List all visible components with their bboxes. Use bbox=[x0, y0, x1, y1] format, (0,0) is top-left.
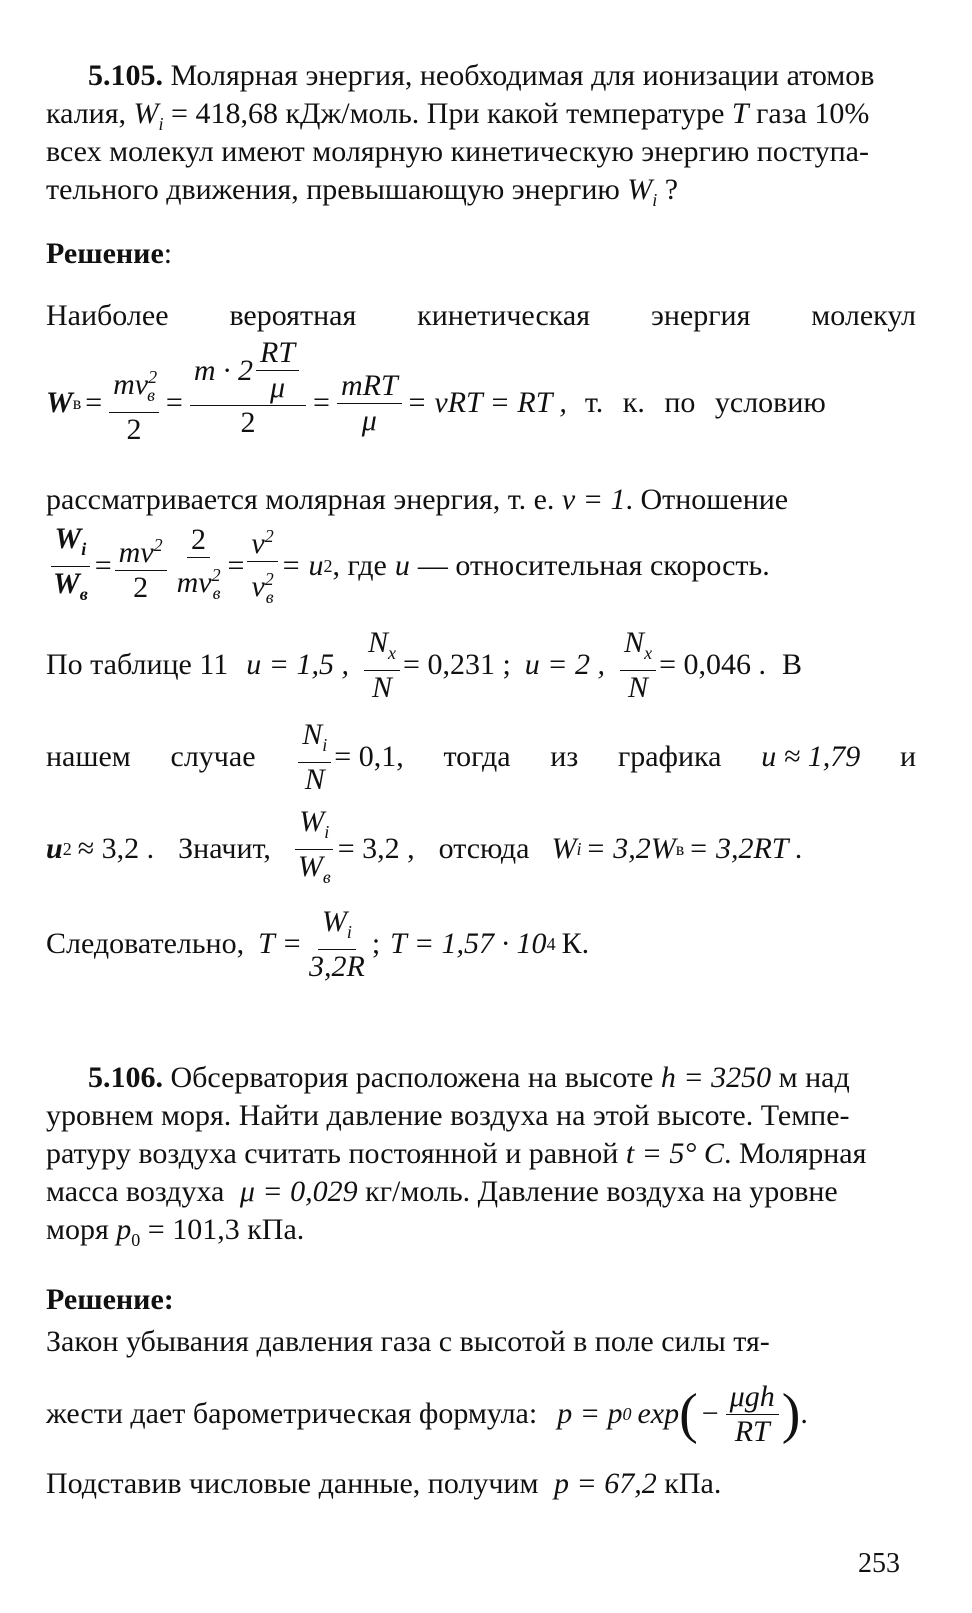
problem-number: 5.105. bbox=[88, 59, 163, 92]
solution-ratio-line: u 2 ≈ 3,2 . Значит, $\frac{W_i}{W_в}$ = 3,2 , отсюда W i = 3,2W в = 3,2RT . bbox=[46, 806, 803, 892]
fraction: $\frac{mv^2}{2}$ bbox=[115, 528, 167, 605]
fraction: $\frac{\text{mRT}}{\mu}$ bbox=[337, 369, 402, 438]
fraction: $\frac{v^2}{v^2_в}$ bbox=[247, 519, 277, 614]
problem-5-106-line-5: моря $p_0 = 101,3$ кПа. bbox=[46, 1213, 305, 1250]
problem-5-106-line-1: 5.106. Обсерватория расположена на высоте h = 3250 м над bbox=[88, 1061, 850, 1094]
fraction: $\frac{\text{μgh}}{RT}$ bbox=[726, 1380, 779, 1449]
fraction: $\frac{N_i}{N}$ bbox=[298, 718, 331, 797]
equation-most-probable-energy: W в = $\frac{mv^2_в}{2}$ = m · 2 $\frac{RT}{\mu}$ 2 = $\frac{\text{mRT}}{\mu}$ = νRT = RT , т. к. по условию bbox=[46, 336, 826, 446]
fraction: $\frac{W_i}{W_в}$ bbox=[294, 805, 335, 894]
solution-heading: Решение: bbox=[46, 237, 173, 270]
problem-5-105-line-1: 5.105. Молярная энергия, необходимая для ионизации атомов bbox=[88, 59, 875, 92]
fraction: $\frac{N_x}{N}$ bbox=[620, 626, 656, 705]
solution-line-3: рассматривается молярная энергия, т. е. ν = 1. Отношение bbox=[46, 483, 789, 516]
solution-106-line-1: Закон убывания давления газа с высотой в поле силы тя- bbox=[46, 1325, 770, 1358]
fraction: $\frac{mv^2_в}{2}$ bbox=[109, 360, 159, 447]
solution-line-1: Наиболее вероятная кинетическая энергия молекул bbox=[46, 299, 916, 332]
fraction: $\frac{N_x}{N}$ bbox=[364, 626, 400, 705]
equation-energy-ratio: $\frac{W_i}{W_в}$ = $\frac{mv^2}{2}$ $\frac{2}{mv^2_в}$ = $\frac{v^2}{v^2_в}$ = u 2 , где u — относительная скорость. bbox=[46, 524, 770, 608]
page-number: 253 bbox=[858, 1548, 900, 1579]
fraction: $\frac{RT}{\mu}$ bbox=[256, 336, 299, 405]
problem-5-106-line-2: уровнем моря. Найти давление воздуха на этой высоте. Темпе- bbox=[46, 1099, 850, 1132]
problem-5-105-line-3: всех молекул имеют молярную кинетическую энергию поступа- bbox=[46, 135, 869, 168]
problem-5-105-line-4: тельного движения, превышающую энергию $W_i$ ? bbox=[46, 173, 679, 210]
problem-5-105-line-2: калия, $W_i = 418,68$ кДж/моль. При какой температуре T газа 10% bbox=[46, 97, 870, 134]
solution-result-line: Следовательно, T = $\frac{W_i}{3,2R}$ ; T = 1,57 · 10 4 К. bbox=[46, 904, 590, 983]
solution-table-line: По таблице 11 u = 1,5 , $\frac{N_x}{N}$ = 0,231 ; u = 2 , $\frac{N_x}{N}$ = 0,046 . В bbox=[46, 625, 802, 704]
solution-case-line: нашем случае $\frac{N_i}{N}$ = 0,1, тогда из графика u ≈ 1,79 и bbox=[46, 717, 916, 796]
solution-heading: Решение: bbox=[46, 1283, 174, 1316]
fraction: m · 2 $\frac{RT}{\mu}$ 2 bbox=[190, 336, 306, 440]
problem-5-106-line-3: ратуру воздуха считать постоянной и равной t = 5° C. Молярная bbox=[46, 1137, 867, 1170]
solution-106-result-line: Подставив числовые данные, получим p = 67,2 кПа. bbox=[46, 1467, 722, 1500]
fraction: $\frac{2}{mv^2_в}$ bbox=[176, 522, 221, 603]
problem-number: 5.106. bbox=[88, 1061, 163, 1094]
fraction: $\frac{W_i}{W_в}$ bbox=[49, 522, 92, 611]
fraction: $\frac{W_i}{3,2R}$ bbox=[309, 904, 365, 983]
problem-5-106-line-4: масса воздуха μ = 0,029 кг/моль. Давление воздуха на уровне bbox=[46, 1175, 838, 1208]
solution-106-barometric-line: жести дает барометрическая формула: p = p 0 exp ( − $\frac{\text{μgh}}{RT}$ ) . bbox=[46, 1379, 808, 1448]
